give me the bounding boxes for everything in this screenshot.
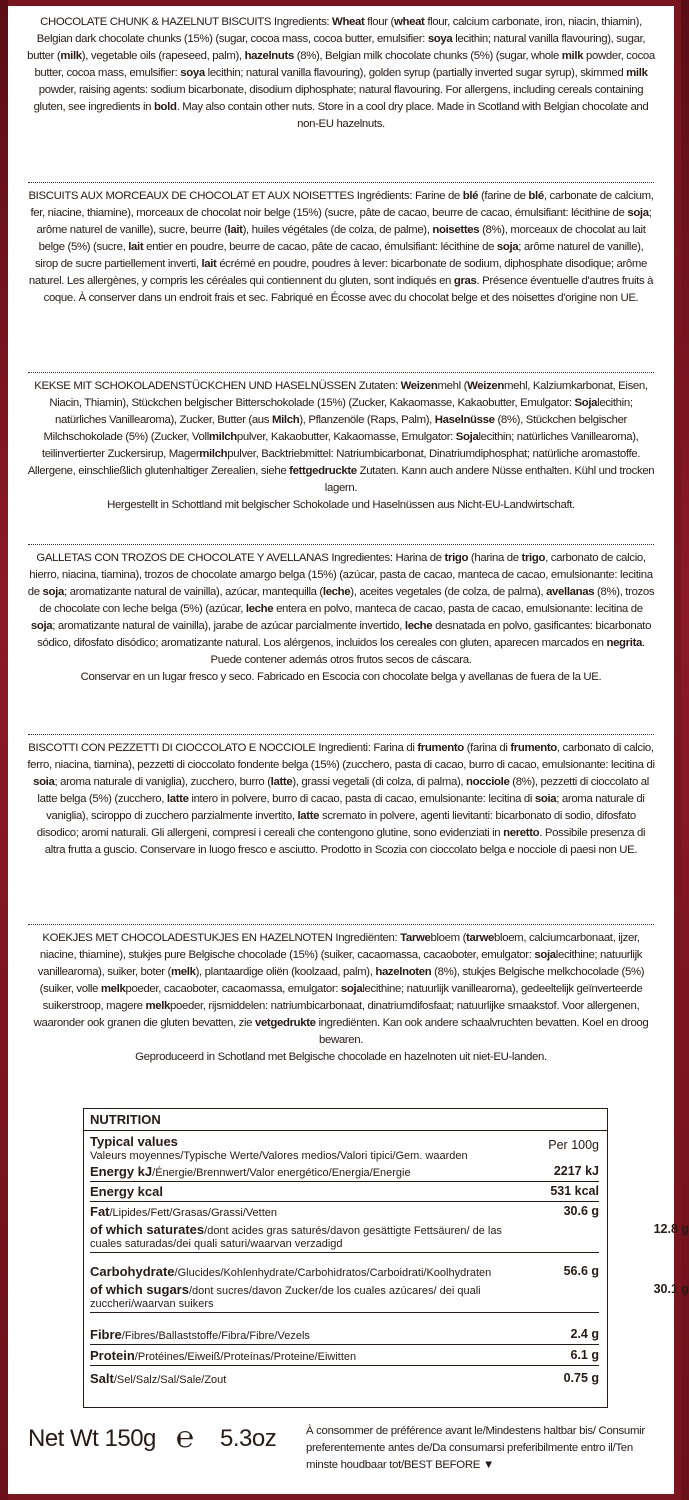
ingredients-german: KEKSE MIT SCHOKOLADENSTÜCKCHEN UND HASELNÜSSEN Zutaten: Weizenmehl (Weizenmehl, Kalziumkarbonat, Eisen, Niacin, Thiamin), Stückchen belgischer Bitterschokolade (15%) (Zucker, Kakaomasse, Kakaobutter, Emulgator: Sojalecithin; natürliches Vanillearoma), Zucker, Butter (aus Milch), Pflanzenöle (Raps, Palm), Haselnüsse (8%), Stückchen belgischer Milchschokolade (5%) (Zucker, Vollmilchpulver, Kakaobutter, Kakaomasse, Emulgator: Sojalecithin; natürliches Vanillearoma), teilinvertierter Zuckersirup, Magermilchpulver, Backtriebmittel: Natriumbicarbonat, Dinatriumdiphosphat; natürliche aromastoffe. Allergene, einschließlich glutenhaltiger Zerealien, siehe fettgedruckte Zutaten. Kann auch andere Nüsse enthalten. Kühl und trocken lagern. Hergestellt in Schottland mit belgischer Schokolade und Haselnüssen aus Nicht-EU-Landwirtschaft. (27, 380, 655, 511)
nutrient-name: of which sugars (90, 1282, 189, 1297)
nutrient-row (90, 1205, 599, 1220)
per-100g-label: Per 100g (548, 1138, 599, 1152)
nutrient-row (90, 1372, 599, 1387)
typical-values-label: Typical values (90, 1134, 178, 1149)
nutrient-value: 30.1 g (653, 1282, 689, 1296)
typical-values-row (90, 1135, 599, 1163)
best-before-text: À consommer de préférence avant le/Mindestens haltbar bis/ Consumir preferentemente antes de/Da consumarsi preferibilmente entro il/Ten minste houdbaar tot/BEST BEFORE ▼ (306, 1425, 645, 1471)
nutrition-table (83, 1108, 689, 1408)
separator (28, 734, 654, 736)
nutrient-row (90, 1222, 689, 1253)
nutrient-value: 2217 kJ (553, 1164, 599, 1178)
nutrient-translations: /dont acides gras saturés/davon gesättigte Fettsäuren/ de las cuales saturadas/dei quali saturi/waarvan verzadigd (90, 1225, 502, 1250)
separator (28, 544, 654, 546)
nutrient-translations: /Lipides/Fett/Grasas/Grassi/Vetten (109, 1207, 278, 1219)
typical-values-sub: Valeurs moyennes/Typische Werte/Valores medios/Valori tipici/Gem. waarden (90, 1150, 468, 1162)
nutrient-row (90, 1165, 599, 1182)
nutrient-name: Fibre (90, 1327, 122, 1342)
nutrient-name: Salt (90, 1371, 114, 1386)
nutrient-translations: /Glucides/Kohlenhydrate/Carbohidratos/Carboidrati/Koolhydraten (174, 1267, 492, 1279)
nutrient-translations: /Énergie/Brennwert/Valor energético/Energia/Energie (152, 1167, 411, 1179)
nutrient-row (90, 1328, 599, 1345)
nutrient-name: Carbohydrate (90, 1264, 175, 1279)
nutrient-name: Energy kJ (90, 1164, 153, 1179)
nutrient-name: Energy kcal (90, 1184, 163, 1199)
nutrient-translations: /Fibres/Ballaststoffe/Fibra/Fibre/Vezels (121, 1330, 310, 1342)
separator (28, 182, 654, 184)
ingredients-italian: BISCOTTI CON PEZZETTI DI CIOCCOLATO E NOCCIOLE Ingredienti: Farina di frumento (farina di frumento, carbonato di calcio, ferro, niacina, tiamina), pezzetti di cioccolato fondente belga (15%) (zucchero, pasta di cacao, burro di cacao, emulsionante: lecitina di soia; aroma naturale di vaniglia), zucchero, burro (latte), grassi vegetali (di colza, di palma), nocciole (8%), pezzetti di cioccolato al latte belga (5%) (zucchero, latte intero in polvere, burro di cacao, pasta di cacao, emulsionante: lecitina di soia; aroma naturale di vaniglia), sciroppo di zucchero parzialmente invertito, latte scremato in polvere, agenti lievitanti: bicarbonato di sodio, difosfato disodico; aromi naturali. Gli allergeni, compresi i cereali che contengono glutine, sono evidenziati in neretto. Possibile presenza di altra frutta a guscio. Conservare in luogo fresco e asciutto. Prodotto in Scozia con cioccolato belga e nocciole di paesi non UE. (27, 742, 655, 856)
footer (28, 1421, 658, 1491)
nutrient-translations: /Sel/Salz/Sal/Sale/Zout (113, 1374, 227, 1386)
weight-oz: 5.3oz (220, 1425, 277, 1452)
left-packaging-edge (0, 0, 8, 1500)
net-weight: Net Wt 150g (28, 1425, 156, 1452)
nutrient-name: Protein (90, 1348, 135, 1363)
nutrient-value: 30.6 g (563, 1204, 599, 1218)
nutrient-translations: /Protéines/Eiweiß/Proteínas/Proteine/Eiwitten (134, 1351, 357, 1363)
nutrient-name: of which saturates (90, 1222, 205, 1237)
nutrient-value: 2.4 g (570, 1327, 599, 1341)
nutrient-value: 56.6 g (563, 1264, 599, 1278)
ingredients-dutch: KOEKJES MET CHOCOLADESTUKJES EN HAZELNOTEN Ingrediënten: Tarwebloem (tarwebloem, calciumcarbonaat, ijzer, niacine, thiamine), stukjes pure Belgische chocolade (15%) (suiker, cacaomassa, cacaoboter, emulgator: sojalecithine; natuurlijk vanillearoma), suiker, boter (melk), plantaardige oliën (koolzaad, palm), hazelnoten (8%), stukjes Belgische melkchocolade (5%) (suiker, volle melkpoeder, cacaoboter, cacaomassa, emulgator: sojalecithine; natuurlijk vanillearoma), gedeeltelijk geïnverteerde suikerstroop, magere melkpoeder, rijsmiddelen: natriumbicarbonaat, dinatriumdifosfaat; natuurlijke smaakstof. Voor allergenen, waaronder ook granen die gluten bevatten, zie vetgedrukte ingrediënten. Kan ook andere schaalvruchten bevatten. Koel en droog bewaren. Geproduceerd in Schotland met Belgische chocolade en hazelnoten uit niet-EU-landen. (33, 932, 649, 1063)
ingredients-french: BISCUITS AUX MORCEAUX DE CHOCOLAT ET AUX NOISETTES Ingrédients: Farine de blé (farine de blé, carbonate de calcium, fer, niacine, thiamine), morceaux de chocolat noir belge (15%) (sucre, pâte de cacao, beurre de cacao, émulsifiant: lécithine de soja; arôme naturel de vanille), sucre, beurre (lait), huiles végétales (de colza, de palme), noisettes (8%), morceaux de chocolat au lait belge (5%) (sucre, lait entier en poudre, beurre de cacao, pâte de cacao, émulsifiant: lécithine de soja; arôme naturel de vanille), sirop de sucre partiellement inverti, lait écrémé en poudre, poudres à lever: bicarbonate de sodium, diphosphate disodique; arôme naturel. Les allergènes, y compris les céréales qui contiennent du gluten, sont indiqués en gras. Présence éventuelle d'autres fruits à coque. À conserver dans un endroit frais et sec. Fabriqué en Écosse avec du chocolat belge et des noisettes d'origine non UE. (28, 190, 654, 304)
nutrient-value: 0.75 g (563, 1371, 599, 1385)
e-mark-icon: ℮ (176, 1421, 195, 1454)
nutrient-row (90, 1349, 599, 1366)
right-packaging-edge (681, 0, 689, 1500)
nutrient-value: 531 kcal (550, 1184, 599, 1198)
ingredients-spanish: GALLETAS CON TROZOS DE CHOCOLATE Y AVELLANAS Ingredientes: Harina de trigo (harina de trigo, carbonato de calcio, hierro, niacina, tiamina), trozos de chocolate amargo belga (15%) (azúcar, pasta de cacao, manteca de cacao, emulsionante: lecitina de soja; aromatizante natural de vainilla), azúcar, mantequilla (leche), aceites vegetales (de colza, de palma), avellanas (8%), trozos de chocolate con leche belga (5%) (azúcar, leche entera en polvo, manteca de cacao, pasta de cacao, emulsionante: lecitina de soja; aromatizante natural de vainilla), jarabe de azúcar parcialmente invertido, leche desnatada en polvo, gasificantes: bicarbonato sódico, difosfato disódico; aromatizante natural. Los alérgenos, incluidos los cereales con gluten, aparecen marcados en negrita. Puede contener además otros frutos secos de cáscara. Conservar en un lugar fresco y seco. Fabricado en Escocia con chocolate belga y avellanas de fuera de la UE. (27, 552, 655, 683)
nutrient-row (90, 1282, 689, 1313)
nutrient-value: 6.1 g (570, 1348, 599, 1362)
separator (28, 372, 654, 374)
label-panel (8, 6, 689, 1494)
nutrient-translations: /dont sucres/davon Zucker/de los cuales azúcares/ dei quali zuccheri/waarvan suikers (90, 1285, 481, 1310)
nutrient-value: 12.8 g (653, 1222, 689, 1236)
ingredients-english: CHOCOLATE CHUNK & HAZELNUT BISCUITS Ingredients: Wheat flour (wheat flour, calcium carbonate, iron, niacin, thiamin), Belgian dark chocolate chunks (15%) (sugar, cocoa mass, cocoa butter, emulsifier: soya lecithin; natural vanilla flavouring), sugar, butter (milk), vegetable oils (rapeseed, palm), hazelnuts (8%), Belgian milk chocolate chunks (5%) (sugar, whole milk powder, cocoa butter, cocoa mass, emulsifier: soya lecithin; natural vanilla flavouring), golden syrup (partially inverted sugar syrup), skimmed milk powder, raising agents: sodium bicarbonate, disodium diphosphate; natural flavouring. For allergens, including cereals containing gluten, see ingredients in bold. May also contain other nuts. Store in a cool dry place. Made in Scotland with Belgian chocolate and non-EU hazelnuts. (27, 16, 655, 130)
nutrition-title: NUTRITION (84, 1109, 607, 1131)
nutrient-row (90, 1185, 599, 1202)
separator (28, 924, 654, 926)
nutrient-row (90, 1265, 599, 1280)
nutrient-name: Fat (90, 1204, 110, 1219)
